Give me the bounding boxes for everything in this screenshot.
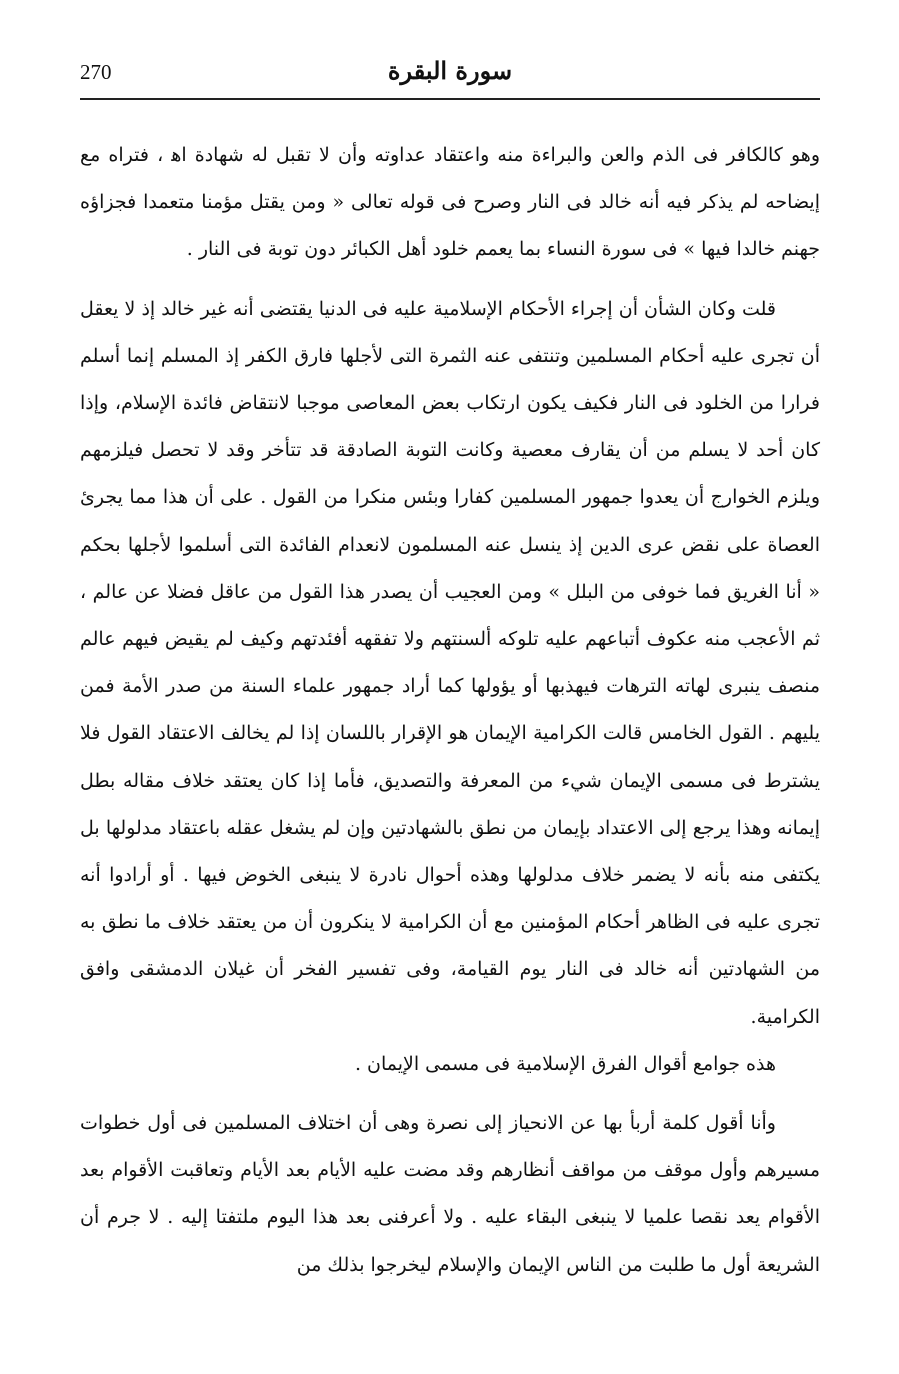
paragraph-3: هذه جوامع أقوال الفرق الإسلامية فى مسمى الإيمان . (354, 1052, 776, 1075)
page-number: 270 (80, 60, 112, 84)
paragraph-2: قلت وكان الشأن أن إجراء الأحكام الإسلامية عليه فى الدنيا يقتضى أنه غير خالد إذ لا يعقل أن تجرى عليه أحكام المسلمين وتنتفى عنه الثمرة التى لأجلها فارق الكفر إذ المسلم إنما أسلم فرارا من الخلود فى النار فكيف يكون ارتكاب بعض المعاصى موجبا لانتقاض فائدة الإسلام، وإذا كان أحد لا يسلم من أن يقارف معصية وكانت التوبة الصادقة قد تتأخر وقد لا تحصل فيلزمهم ويلزم الخوارج أن يعدوا جمهور المسلمين كفارا وبئس منكرا من القول . على أن هذا مما يجرئ العصاة على نقض عرى الدين إذ ينسل عنه المسلمون لانعدام الفائدة التى أسلموا لأجلها بحكم « أنا الغريق فما خوفى من البلل » ومن العجيب أن يصدر هذا القول من عاقل فضلا عن عالم ، ثم الأعجب منه عكوف أتباعهم عليه تلوكه ألسنتهم ولا تفقهه أفئدتهم وكيف لم يقيض فيهم عالم منصف ينبرى لهاته الترهات فيهذبها أو يؤولها كما أراد جمهور علماء السنة من صدر الأمة فمن يليهم . القول الخامس قالت الكرامية الإيمان هو الإقرار باللسان إذا لم يخالف الاعتقاد القول فلا يشترط فى مسمى الإيمان شيء من المعرفة والتصديق، فأما إذا كان يعتقد خلاف مقاله بطل إيمانه وهذا يرجع إلى الاعتداد بإيمان من نطق بالشهادتين وإن لم يشغل عقله باعتقاد مدلولها بل يكتفى منه بأنه لا يضمر خلاف مدلولها وهذه أحوال نادرة لا ينبغى الخوض فيها . أو أرادوا أنه تجرى عليه فى الظاهر أحكام المؤمنين مع أن الكرامية لا ينكرون أن من يعتقد خلاف ما نطق به من الشهادتين أنه خالد فى النار يوم القيامة، وفى تفسير الفخر أن غيلان الدمشقى وافق الكرامية. (80, 297, 820, 1028)
paragraph-1: وهو كالكافر فى الذم والعن والبراءة منه واعتقاد عداوته وأن لا تقبل له شهادة اﻫ ، فتراه مع إيضاحه لم يذكر فيه أنه خالد فى النار وصرح فى قوله تعالى « ومن يقتل مؤمنا متعمدا فجزاؤه جهنم خالدا فيها » فى سورة النساء بما يعمم خلود أهل الكبائر دون توبة فى النار . (80, 144, 820, 261)
surah-title: سورة البقرة (387, 56, 513, 85)
body-text (80, 132, 820, 1289)
paragraph-4: وأنا أقول كلمة أربأ بها عن الانحياز إلى نصرة وهى أن اختلاف المسلمين فى أول خطوات مسيرهم وأول موقف من مواقف أنظارهم وقد مضت عليه الأيام بعد الأيام وتعاقبت الأقوام بعد الأقوام يعد نقصا علميا لا ينبغى البقاء عليه . ولا أعرفنى بعد هذا اليوم ملتفتا إليه . لا جرم أن الشريعة أول ما طلبت من الناس الإيمان والإسلام ليخرجوا بذلك من (80, 1112, 820, 1276)
page-header (80, 52, 820, 100)
